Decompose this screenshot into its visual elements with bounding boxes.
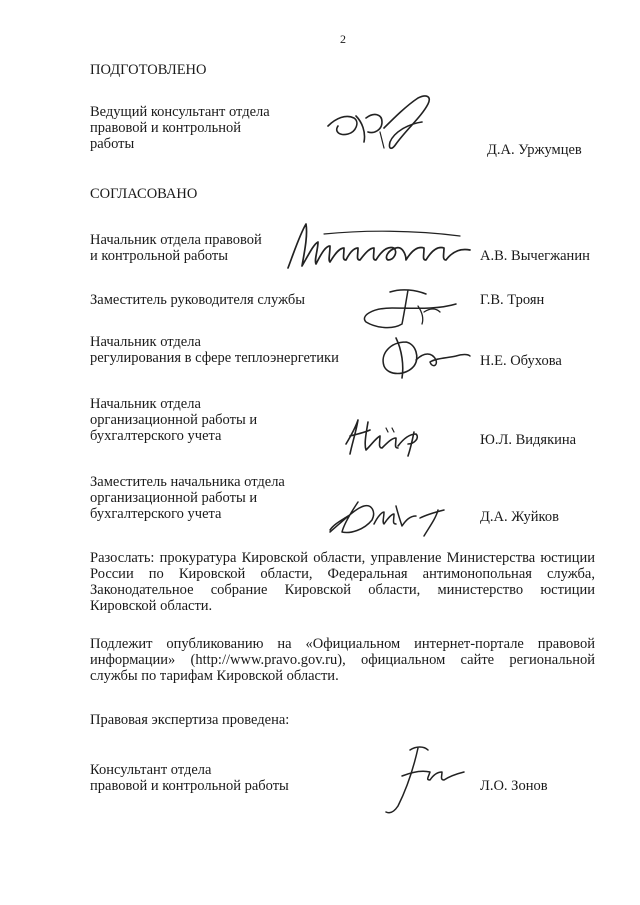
signer-position-line: Начальник отдела правовой bbox=[90, 232, 262, 248]
prepared-position bbox=[90, 104, 270, 152]
signature-urzhumtsev bbox=[322, 88, 440, 154]
signer-position bbox=[90, 292, 305, 308]
signer-name: Д.А. Жуйков bbox=[480, 509, 559, 525]
reviewer-name: Л.О. Зонов bbox=[480, 778, 548, 794]
signer-position bbox=[90, 334, 339, 366]
page-number: 2 bbox=[340, 32, 346, 46]
signature-vidyakina bbox=[338, 414, 430, 458]
prepared-name: Д.А. Уржумцев bbox=[487, 142, 582, 158]
legal-review-statement: Правовая экспертиза проведена: bbox=[90, 712, 290, 728]
signer-position-line: Заместитель начальника отдела bbox=[90, 474, 285, 490]
signer-name: А.В. Вычегжанин bbox=[480, 248, 590, 264]
signer-name: Н.Е. Обухова bbox=[480, 353, 562, 369]
signer-position-line: Заместитель руководителя службы bbox=[90, 292, 306, 308]
prepared-heading: ПОДГОТОВЛЕНО bbox=[90, 62, 207, 78]
reviewer-position bbox=[90, 762, 289, 794]
reviewer-position-line: Консультант отдела bbox=[90, 762, 212, 778]
signature-zhuykov bbox=[320, 490, 458, 540]
signer-name: Ю.Л. Видякина bbox=[480, 432, 577, 448]
distribution-list: Разослать: прокуратура Кировской области, управление Министерства юстиции России по Кировской области, Федеральная антимонопольная служба, Законодательное собрание Кировской области, министерство юстиции Кировской области. bbox=[90, 550, 595, 614]
signer-position-line: организационной работы и bbox=[90, 490, 258, 506]
signer-name: Г.В. Троян bbox=[480, 292, 545, 308]
agreed-heading: СОГЛАСОВАНО bbox=[90, 186, 198, 202]
signer-position-line: бухгалтерского учета bbox=[90, 506, 222, 522]
prepared-position-line: правовой и контрольной bbox=[90, 120, 241, 136]
signer-position-line: и контрольной работы bbox=[90, 248, 228, 264]
publication-note: Подлежит опубликованию на «Официальном интернет-портале правовой информации» (http://www.pravo.gov.ru), официальном сайте региональной службы по тарифам Кировской области. bbox=[90, 636, 595, 684]
signer-position bbox=[90, 396, 257, 444]
signer-position-line: Начальник отдела bbox=[90, 334, 201, 350]
signer-position-line: организационной работы и bbox=[90, 412, 258, 428]
prepared-position-line: работы bbox=[90, 136, 135, 152]
signature-troyan bbox=[352, 282, 462, 332]
signer-position-line: бухгалтерского учета bbox=[90, 428, 222, 444]
signer-position-line: регулирования в сфере теплоэнергетики bbox=[90, 350, 339, 366]
signature-zonov bbox=[372, 742, 468, 818]
signature-vychegzhanin bbox=[284, 216, 474, 274]
signer-position-line: Начальник отдела bbox=[90, 396, 201, 412]
prepared-position-line: Ведущий консультант отдела bbox=[90, 104, 270, 120]
signer-position bbox=[90, 232, 262, 264]
signature-obukhova bbox=[376, 330, 472, 380]
signer-position bbox=[90, 474, 285, 522]
reviewer-position-line: правовой и контрольной работы bbox=[90, 778, 289, 794]
